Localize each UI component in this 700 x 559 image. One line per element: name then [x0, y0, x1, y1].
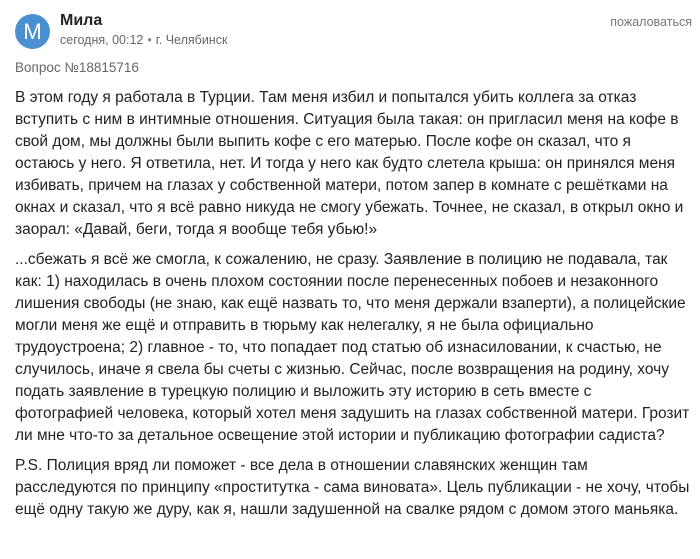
post-meta [60, 33, 227, 47]
question-id: Вопрос №18815716 [15, 60, 139, 75]
post-header [0, 0, 700, 56]
author-name[interactable]: Мила [60, 12, 103, 29]
question-paragraph: ...сбежать я всё же смогла, к сожалению, не сразу. Заявление в полицию не подавала, так как: 1) находилась в очень плохом состоянии после перенесенных побоев и незаконного лишения свободы (не знаю, как ещё назвать то, что меня держали взаперти), а полицейские могли меня же ещё и отправить в тюрьму как нелегалку, я не была официально трудоустроена; 2) главное - то, что попадает под статью об изнасиловании, к счастью, не случилось, иначе я свела бы счеты с жизнью. Сейчас, после возвращения на родину, хочу подать заявление в турецкую полицию и выложить эту историю в сеть вместе с фотографией человека, который хотел меня задушить на глазах собственной матери. Грозит ли мне что-то за детальное освещение этой истории и публикацию фотографии садиста? [15, 251, 690, 444]
avatar[interactable]: M [15, 14, 50, 49]
meta-separator: • [147, 33, 152, 47]
question-paragraph: В этом году я работала в Турции. Там меня избил и попытался убить коллега за отказ вступить с ним в интимные отношения. Ситуация была такая: он пригласил меня на кофе в свой дом, мы должны были выпить кофе с его матерью. После кофе он сказал, что я остаюсь у него. Я ответила, нет. И тогда у него как будто слетела крыша: он принялся меня избивать, причем на глазах у собственной матери, потом запер в комнате с решётками на окнах и сказал, что я всё равно никуда не смогу убежать. Точнее, не сказал, в открыл окно и заорал: «Давай, беги, тогда я вообще тебя убью!» [15, 89, 684, 238]
report-link[interactable]: пожаловаться [610, 15, 692, 29]
post-time: сегодня, 00:12 [60, 33, 144, 47]
author-city: г. Челябинск [155, 33, 228, 47]
question-paragraph: P.S. Полиция вряд ли поможет - все дела в отношении славянских женщин там расследуются по принципу «проститутка - сама виновата». Цель публикации - не хочу, чтобы ещё одну такую же дуру, как я, нашли задушенной на свалке рядом с домом этого маньяка. [15, 457, 690, 518]
question-body [15, 87, 691, 529]
